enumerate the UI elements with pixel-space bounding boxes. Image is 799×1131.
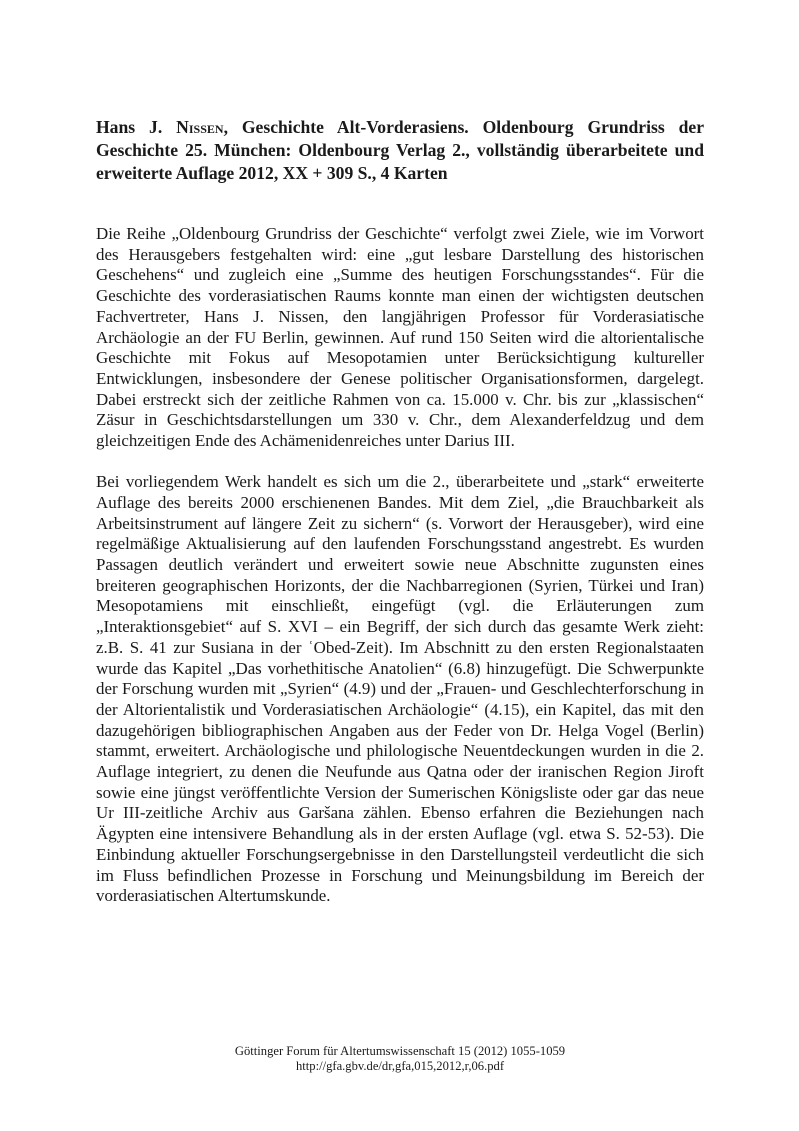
body-paragraph: Die Reihe „Oldenbourg Grundriss der Geschichte“ verfolgt zwei Ziele, wie im Vorwort des Herausgebers festgehalten wird: eine „gut lesbare Darstellung des historischen Geschehens“ und zugleich eine „Summe des heutigen Forschungsstandes“. Für die Geschichte des vorderasiatischen Raums konnte man einen der wichtigsten deutschen Fachvertreter, Hans J. Nissen, den langjährigen Professor für Vorderasiatische Archäologie an der FU Berlin, gewinnen. Auf rund 150 Seiten wird die altorientalische Geschichte mit Fokus auf Mesopotamien unter Berücksichtigung kultureller Entwicklungen, insbesondere der Genese politischer Organisationsformen, dargelegt. Dabei erstreckt sich der zeitliche Rahmen von ca. 15.000 v. Chr. bis zur „klassischen“ Zäsur in Geschichtsdarstellungen um 330 v. Chr., dem Alexanderfeldzug und dem gleichzeitigen Ende des Achämenidenreiches unter Darius III. bbox=[96, 224, 704, 451]
page-footer bbox=[96, 1044, 704, 1074]
footer-url: http://gfa.gbv.de/dr,gfa,015,2012,r,06.pdf bbox=[295, 1059, 505, 1073]
author-first-name: Hans J. bbox=[96, 117, 177, 137]
author-last-name: Nissen bbox=[176, 117, 224, 137]
journal-citation: Göttinger Forum für Altertumswissenschaft 15 (2012) 1055-1059 bbox=[234, 1044, 566, 1058]
body-paragraph: Bei vorliegendem Werk handelt es sich um die 2., überarbeitete und „stark“ erweiterte Auflage des bereits 2000 erschienenen Bandes. Mit dem Ziel, „die Brauchbarkeit als Arbeitsinstrument auf längere Zeit zu sichern“ (s. Vorwort der Herausgeber), wird eine regelmäßige Aktualisierung auf den laufenden Forschungsstand angestrebt. Es wurden Passagen deutlich verändert und erweitert sowie neue Abschnitte zugunsten eines breiteren geographischen Horizonts, der die Nachbarregionen (Syrien, Türkei und Iran) Mesopotamiens mit einschließt, eingefügt (vgl. die Erläuterungen zum „Interaktionsgebiet“ auf S. XVI – ein Begriff, der sich durch das gesamte Werk zieht: z.B. S. 41 zur Susiana in der ʿObed-Zeit). Im Abschnitt zu den ersten Regionalstaaten wurde das Kapitel „Das vorhethitische Anatolien“ (6.8) hinzugefügt. Die Schwerpunkte der Forschung wurden mit „Syrien“ (4.9) und der „Frauen- und Geschlechterforschung in der Altorientalistik und Vorderasiatischen Archäologie“ (4.15), ein Kapitel, das mit den dazugehörigen bibliographischen Angaben aus der Feder von Dr. Helga Vogel (Berlin) stammt, erweitert. Archäologische und philologische Neuentdeckungen wurden in die 2. Auflage integriert, zu denen die Neufunde aus Qatna oder der iranischen Region Jiroft sowie eine jüngst veröffentlichte Version der Sumerischen Königsliste oder gar das neue Ur III-zeitliche Archiv aus Garšana zählen. Ebenso erfahren die Beziehungen nach Ägypten eine intensivere Behandlung als in der ersten Auflage (vgl. etwa S. 52-53). Die Einbindung aktueller Forschungsergebnisse in den Darstellungsteil verdeutlicht die sich im Fluss befindlichen Prozesse in Forschung und Meinungsbildung im Bereich der vorderasiatischen Altertumskunde. bbox=[96, 472, 704, 906]
document-page bbox=[96, 0, 704, 1131]
book-citation: , Geschichte Alt-Vorderasiens. Oldenbourg Grundriss der Geschichte 25. München: Oldenbourg Verlag 2., vollständig überarbeitete und erweiterte Auflage 2012, XX + 309 S., 4 Karten bbox=[96, 117, 705, 183]
review-body bbox=[96, 224, 704, 907]
review-title bbox=[96, 116, 704, 185]
